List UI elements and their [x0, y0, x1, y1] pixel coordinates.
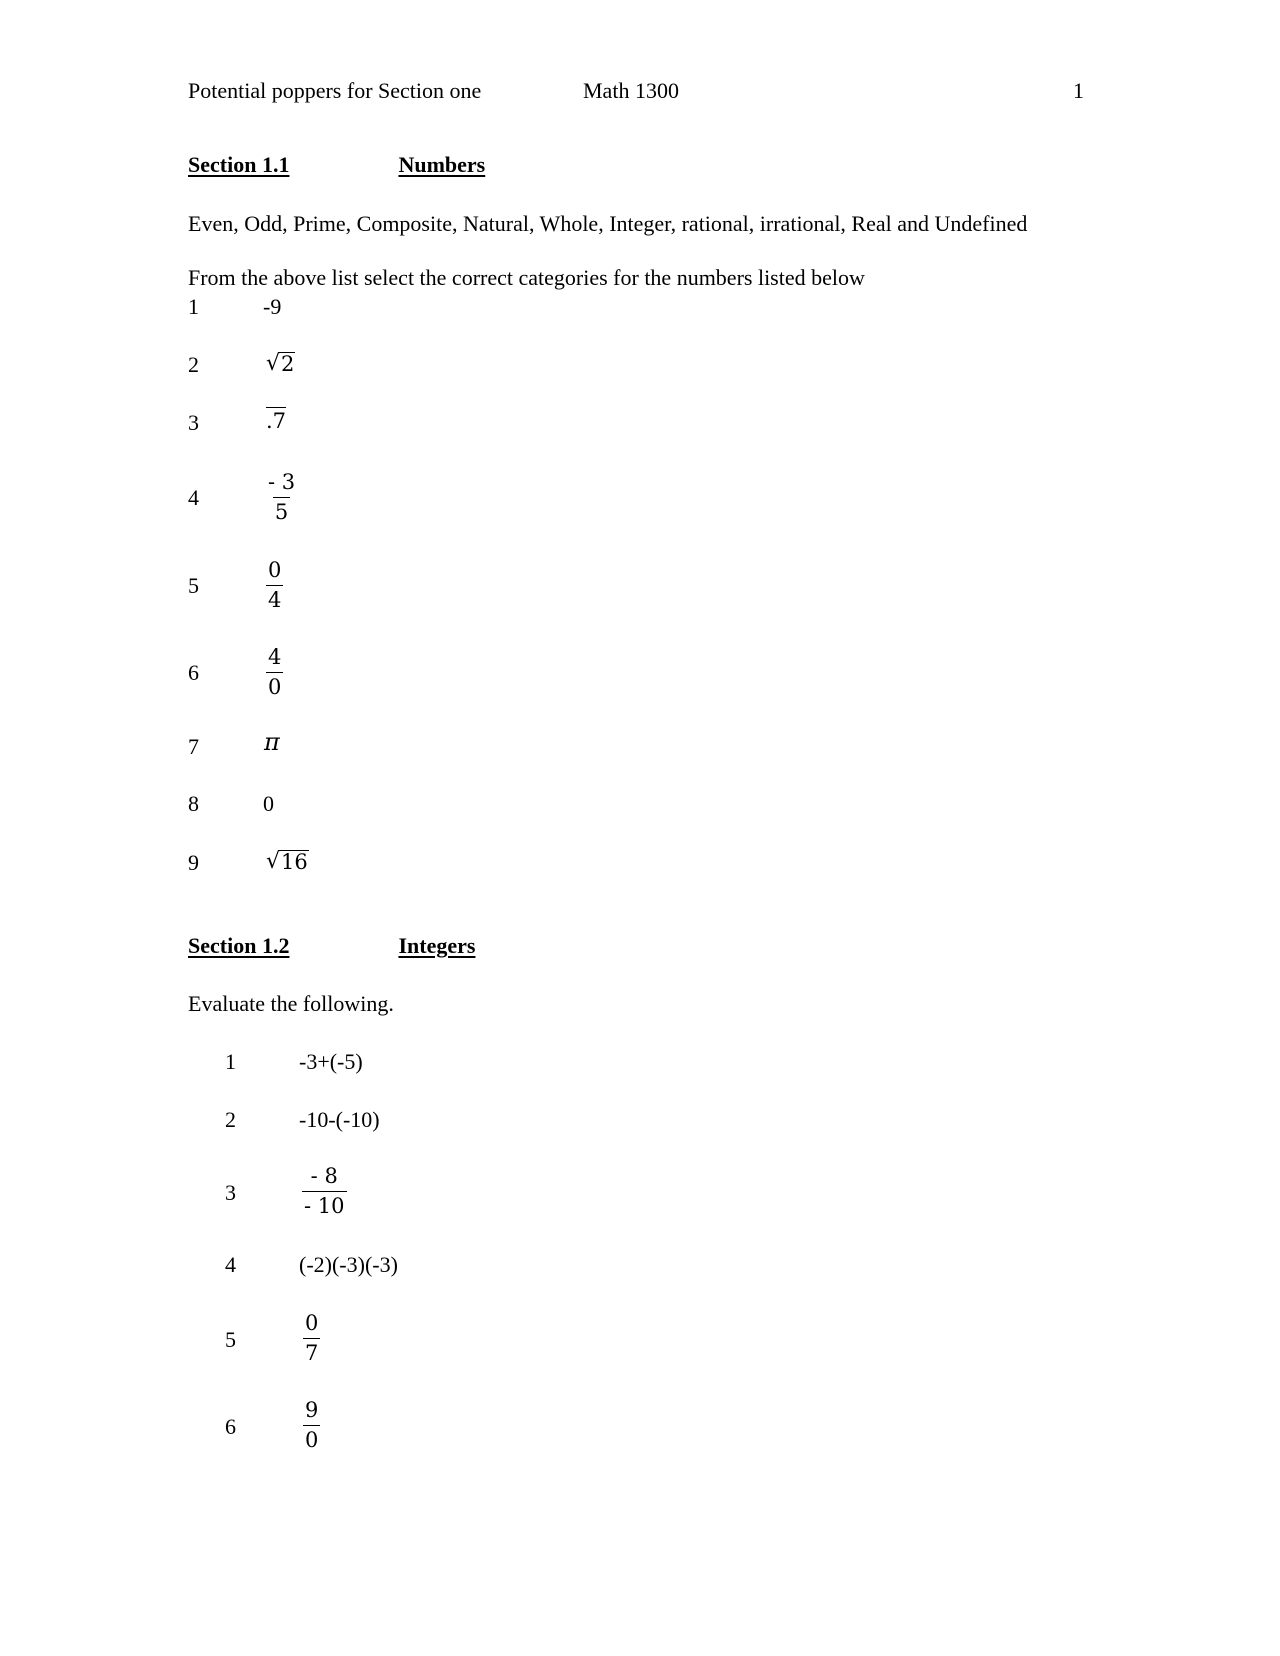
item-value: 0 [263, 791, 274, 816]
item-number: 1 [188, 294, 199, 319]
numerator: 4 [268, 645, 282, 669]
fraction [266, 647, 283, 698]
item-number: 5 [225, 1327, 236, 1352]
section-1-1-instruction: From the above list select the correct categories for the numbers listed below [188, 265, 865, 290]
denominator: 5 [273, 497, 290, 523]
categories-list: Even, Odd, Prime, Composite, Natural, Whole, Integer, rational, irrational, Real and Undefined [188, 211, 1028, 236]
item-number: 4 [188, 485, 199, 510]
numerator: 0 [305, 1311, 319, 1335]
radical-sign: √ [266, 849, 281, 874]
item-number: 6 [225, 1414, 236, 1439]
item-number: 3 [225, 1180, 236, 1205]
denominator: 0 [266, 672, 283, 698]
header-course: Math 1300 [583, 78, 679, 103]
denominator: 0 [303, 1425, 320, 1451]
radicand: 2 [281, 352, 295, 376]
section-1-2-instruction: Evaluate the following. [188, 991, 394, 1016]
fraction [266, 472, 297, 523]
denominator: - 10 [302, 1191, 347, 1217]
sqrt-expression [266, 352, 295, 375]
numerator: - 8 [310, 1164, 338, 1188]
item-number: 1 [225, 1049, 236, 1074]
fraction [303, 1313, 320, 1364]
fraction [303, 1400, 320, 1451]
expression: (-2)(-3)(-3) [299, 1252, 398, 1277]
section-1-2-heading [188, 935, 475, 957]
pi-symbol: π [264, 728, 280, 756]
item-number: 2 [188, 352, 199, 377]
item-number: 2 [225, 1107, 236, 1132]
section-label: Section 1.1 [188, 152, 290, 177]
section-topic: Numbers [398, 152, 486, 177]
numerator: 9 [305, 1398, 319, 1422]
section-label: Section 1.2 [188, 933, 290, 958]
repeating-decimal-value: .7 [266, 409, 287, 433]
item-number: 3 [188, 410, 199, 435]
item-number: 7 [188, 734, 199, 759]
radical-sign: √ [266, 351, 281, 376]
item-number: 9 [188, 850, 199, 875]
repeating-decimal [266, 411, 286, 432]
radicand: 16 [281, 850, 308, 874]
fraction [266, 560, 283, 611]
item-value: -9 [263, 294, 282, 319]
fraction [302, 1166, 347, 1217]
expression: -3+(-5) [299, 1049, 363, 1074]
sqrt-expression [266, 850, 309, 873]
item-number: 5 [188, 573, 199, 598]
numerator: 0 [268, 558, 282, 582]
page-number: 1 [1073, 78, 1084, 103]
expression: -10-(-10) [299, 1107, 380, 1132]
item-number: 8 [188, 791, 199, 816]
section-topic: Integers [398, 933, 476, 958]
numerator: - 3 [268, 470, 296, 494]
denominator: 7 [303, 1338, 320, 1364]
section-1-1-heading [188, 154, 485, 176]
header-title: Potential poppers for Section one [188, 78, 482, 103]
item-number: 6 [188, 660, 199, 685]
item-number: 4 [225, 1252, 236, 1277]
denominator: 4 [266, 585, 283, 611]
